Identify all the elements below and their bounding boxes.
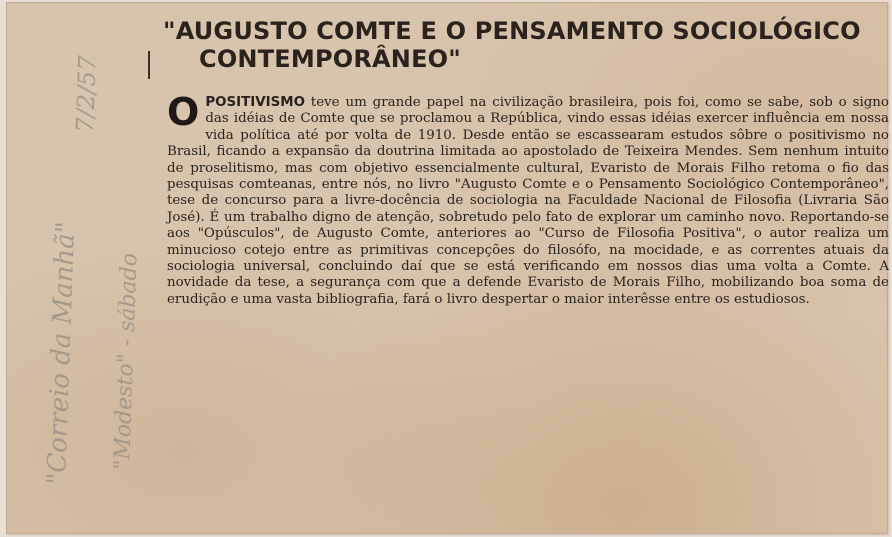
margin-mark [148,51,150,79]
handwritten-note-line-1: "Correio da Manhã" [42,220,82,486]
article-headline [163,17,863,73]
headline-line-1: "AUGUSTO COMTE E O PENSAMENTO SOCIOLÓGICO [163,17,861,45]
handwriting-svg [35,15,155,515]
headline-line-2: CONTEMPORÂNEO" [199,45,461,73]
handwritten-note-line-2: 7/2/57 [71,55,102,134]
article-body [167,90,889,308]
article-body-text: teve um grande papel na civilização brasileira, pois foi, como se sabe, sob o signo das idéias de Comte que se proclamou a República, vindo essas idéias exercer influência em nossa vida política até por volta de 1910. Desde então se escassearam estudos sôbre o positivismo no Brasil, ficando a expansão da doutrina limitada ao apostolado de Teixeira Mendes. Sem nenhum intuito de proselitismo, mas com objetivo essencialmente cultural, Evaristo de Morais Filho retoma o fio das pesquisas comteanas, entre nós, no livro "Augusto Comte e o Pensamento Sociológico Contemporâneo", tese de concurso para a livre-docência de sociologia na Faculdade Nacional de Filosofia (Livraria São José). É um trabalho digno de atenção, sobretudo pelo fato de explorar um caminho novo. Reportando-se aos "Opúsculos", de Augusto Comte, anteriores ao "Curso de Filosofia Positiva", o autor realiza um minucioso cotejo entre as primitivas concepções do filosófo, na mocidade, e as correntes atuais da sociologia universal, concluindo daí que se está verificando em nossos dias uma volta a Comte. A novidade da tese, a segurança com que a defende Evaristo de Morais Filho, mobilizando boa soma de erudição e uma vasta bibliografia, fará o livro despertar o maior interêsse entre os estudiosos. [167,95,889,307]
drop-cap: O [167,90,200,134]
newspaper-clipping [6,2,888,534]
handwritten-note-line-3: "Modesto" - sábado [110,252,143,471]
lead-word: POSITIVISMO [205,95,305,110]
handwritten-note [35,15,155,515]
